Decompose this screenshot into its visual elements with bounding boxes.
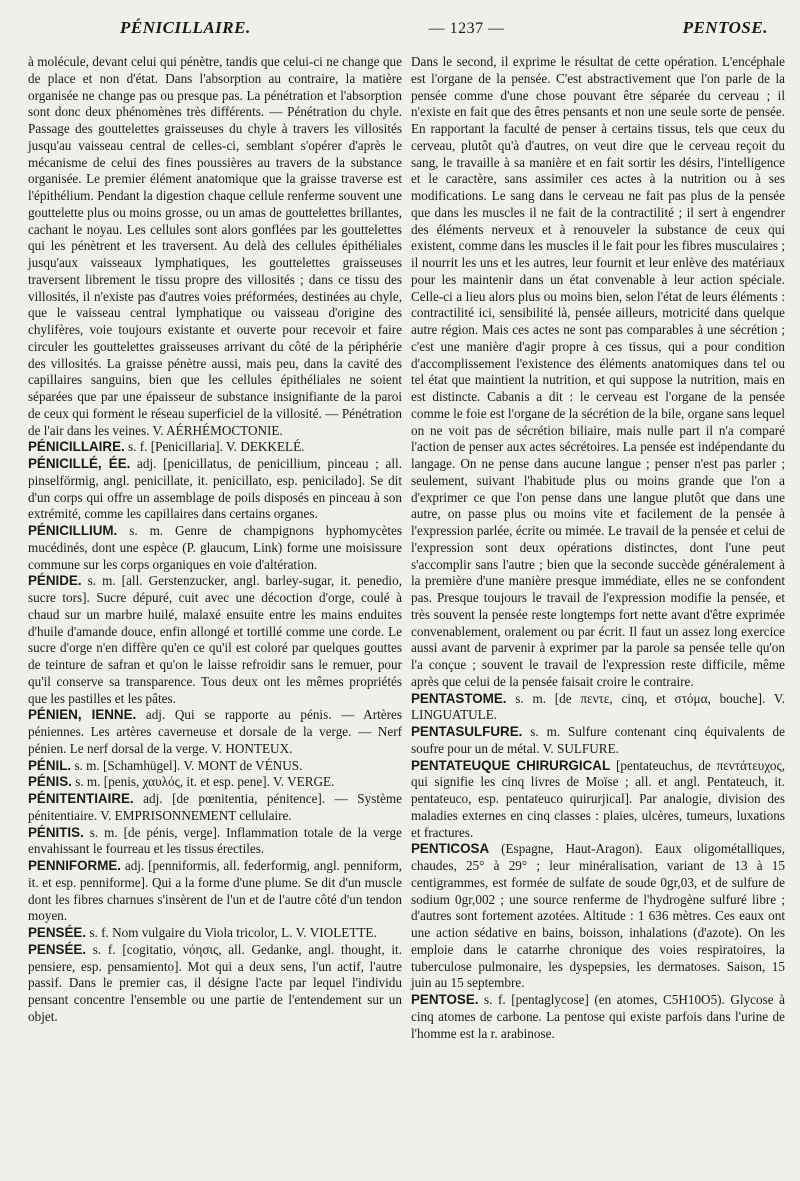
entry-continued: à molécule, devant celui qui pénètre, tandis que celui-ci ne change que de place et non d'état. Dans l'absorption au contraire, la matière organisée ne change pas ou presque pas. La pénétration et l'absorption sont donc deux phénomènes très différents. — Pénétration du chyle. Passage des gouttelettes graisseuses du chyle à travers les villosités jusqu'au vaisseau central de celles-ci, semblant s'opérer d'après le mécanisme de celui des fines poussières au travers de la substance organisée. Le premier élément anatomique que la graisse traverse est l'épithélium. Pendant la digestion chaque cellule renferme souvent une gouttelette plus ou moins grosse, ou un amas de gouttelettes brillantes, cachant le noyau. Les cellules sont alors gonflées par les gouttelettes qui les pénètrent et les traversent. Au delà des cellules épithéliales jusqu'aux vaisseaux lymphatiques, les gouttelettes graisseuses traversent librement le tissu propre des villosités ; dans ce tissu des villosités, il n'existe pas d'autres voies préformées, destinées au chyle, que le vaisseau central lymphatique ou vaisseau d'origine des chylifères, voie toujours existante et ouverte pour recevoir et faire circuler les gouttelettes graisseuses arrivant du côté de la périphérie des villosités. La graisse pénètre aussi, mais peu, dans la cavité des capillaires sanguins, bien que les cellules épithéliales ne soient séparées que par une épaisseur de substance insignifiante de la paroi de ceux qui forment le réseau superficiel de la villosité. — Pénétration de l'air dans les veines. V. AÉRHÉMOCTONIE. [28, 54, 402, 438]
headword: PÉNITENTIAIRE. [28, 791, 134, 806]
entry-penide: PÉNIDE. s. m. [all. Gerstenzucker, angl. barley-sugar, it. penedio, sucre tors]. Sucre dépuré, cuit avec une décoction d'orge, coulé à chaud sur un marbre huilé, malaxé ensuite entre les mains enduites d'huile d'amande douce, enfin allongé et tortillé comme une corde. Le sucre d'orge n'en diffère qu'en ce qu'il est coloré par quelques gouttes de teinture de safran et qu'on le laisse refroidir sans le remuer, pour qu'il conserve sa transparence. Tous deux ont les mêmes propriétés que les pastilles et les pâtes. [28, 573, 402, 706]
entry-penniforme: PENNIFORME. adj. [penniformis, all. federformig, angl. penniform, it. et esp. penniforme]. Qui a la forme d'une plume. Se dit d'un muscle dont les fibres charnues s'insèrent de l'un et de l'autre côté d'un tendon moyen. [28, 858, 402, 924]
entry-penicillaire: PÉNICILLAIRE. s. f. [Penicillaria]. V. DEKKELÉ. [28, 439, 305, 455]
header-left: PÉNICILLAIRE. [120, 18, 251, 37]
entry-pentastome: PENTASTOME. s. m. [de πεντε, cinq, et στόμα, bouche]. V. LINGUATULE. [411, 690, 785, 723]
running-header [28, 18, 786, 48]
headword: PENTOSE. [411, 992, 479, 1007]
entry-penicillium: PÉNICILLIUM. s. m. Genre de champignons hyphomycètes mucédinés, dont une espèce (P. glaucum, Link) forme une moisissure commune sur les corps organiques en voie d'altération. [28, 523, 402, 572]
entry-penil: PÉNIL. s. m. [Schamhügel]. V. MONT de VÉNUS. [28, 757, 303, 773]
headword: PENNIFORME. [28, 858, 121, 873]
entry-penicille: PÉNICILLÉ, ÉE. adj. [penicillatus, de penicillium, pinceau ; all. pinselförmig, angl. penicillate, it. penicillato, esp. penicilado]. Se dit d'un corps qui offre un assemblage de poils disposés en pinceau à son extrémité, comme les capillaires dans certains organes. [28, 456, 402, 522]
headword: PENSÉE. [28, 941, 87, 957]
headword: PENSÉE. [28, 925, 87, 940]
entry-penticosa: PENTICOSA (Espagne, Haut-Aragon). Eaux oligométalliques, chaudes, 25° à 29° ; leur minéralisation, variant de 13 à 15 centigrammes, est formée de sulfate de soude 0gr,03, et de sulfure de sodium 0gr,002 ; une source renferme de l'hydrogène sulfuré libre ; d'autres sont fortement azotées. Altitude : 1 636 mètres. Ces eaux ont une action sédative en bains, boisson, inhalations (d'azote). On les emploie dans le catarrhe chronique des voies respiratoires, la tuberculose pulmonaire, les dyspepsies, les dermatoses. Saison, 15 juin au 15 septembre. [411, 841, 785, 991]
headword: PÉNIS. [28, 774, 72, 790]
page-number: — 1237 — [428, 20, 505, 37]
entry-penien: PÉNIEN, IENNE. adj. Qui se rapporte au pénis. — Artères péniennes. Les artères caverneuse et dorsale de la verge. — Nerf pénien. Le nerf dorsal de la verge. V. HONTEUX. [28, 707, 402, 756]
headword: PENTICOSA [411, 841, 490, 857]
headword: PÉNICILLIUM. [28, 523, 118, 538]
left-column [28, 54, 402, 1042]
entry-penitentiaire: PÉNITENTIAIRE. adj. [de pœnitentia, pénitence]. — Système pénitentiaire. V. EMPRISONNEMENT cellulaire. [28, 791, 402, 823]
entry-pensee-continued: Dans le second, il exprime le résultat de cette opération. L'encéphale est l'organe de la pensée. C'est abstractivement que l'on parle de la pensée comme d'une chose pouvant être séparée du cerveau ; il n'existe en fait que des êtres pensants et non une seule sorte de pensée. En rapportant la faculté de penser à certains tissus, tels que ceux du cerveau, plutôt qu'à d'autres, on veut dire que le cerveau reçoit du sang, le travaille à sa manière et en fait sortir les désirs, l'intelligence et le caractère, sans assimiler ces actes à la nutrition ou à ses modifications. Le sang dans le cerveau ne fait pas plus de la pensée que dans les muscles il ne fait de la contractilité ; il sert à engendrer des éléments nerveux et à renouveler la substance de ceux qui existent, comme dans les muscles il le fait pour les fibres musculaires ; il nourrit les uns et les autres, leur fournit et leur enlève des matériaux pour les maintenir dans un état convenable à leur action spéciale. Celle-ci a lieu alors plus ou moins bien, selon l'état de leurs éléments : contractilité ici, sensibilité là, pensée ailleurs, motricité dans quelque autre région. Mais ces actes ne sont pas comparables à une sécrétion ; c'est une manière d'agir propre à ces tissus, qui a pour condition d'accomplissement l'existence des éléments anatomiques dans tel ou tel état que maintient la nutrition, et qui suppose la nutrition, mais en est distincte. Cabanis a dit : le cerveau est l'organe de la pensée comme le foie est l'organe de la sécrétion de la bile, organe sans lequel on ne voit pas de sécrétion biliaire, mais nulle part il n'a comparé l'action de penser aux actes sécrétoires. La pensée est indépendante du langage. On ne pense dans aucune langue ; penser n'est pas parler ; seulement, suivant l'habitude plus ou moins grande que l'on a d'exprimer ce que l'on pense dans une langue plutôt que dans une autre, on passe plus ou moins vite et facilement de la pensée à l'expression parlée, écrite ou mimée. Le travail de la pensée et celui de l'expression sont deux opérations distinctes, dont l'une peut s'accomplir sans l'autre ; bien que la seconde succède généralement à la première d'une manière presque immédiate, elles ne se confondent pas. Presque toujours le travail de l'expression modifie la pensée, et très souvent la pensée reste longtemps fort nette avant d'être exprimée convenablement, oralement ou par écrit. Il faut un assez long exercice aussi avant de parvenir à exprimer par la parole sa pensée telle qu'on l'a conçue ; souvent le travail de l'expression reste difficile, même après que celui de la pensée faisait croire le contraire. [411, 54, 785, 689]
entry-pentose: PENTOSE. s. f. [pentaglycose] (en atomes, C5H10O5). Glycose à cinq atomes de carbone. La pentose qui existe parfois dans l'urine de l'homme est la r. arabinose. [411, 992, 785, 1041]
headword: PÉNICILLAIRE. [28, 439, 125, 455]
two-column-body [28, 54, 786, 1042]
header-right: PENTOSE. [682, 18, 768, 37]
headword: PENTASTOME. [411, 690, 507, 706]
entry-pensee: PENSÉE. s. f. [cogitatio, νόησις, all. Gedanke, angl. thought, it. pensiere, esp. pensamiento]. Mot qui a deux sens, l'un actif, l'autre passif. Dans le premier cas, il désigne l'acte par lequel l'individu pensant concentre l'ensemble ou une partie de l'entendement sur un objet. [28, 941, 402, 1024]
headword: PÉNIL. [28, 757, 72, 773]
headword: PÉNITIS. [28, 824, 84, 840]
headword: PÉNIEN, IENNE. [28, 707, 137, 723]
headword: PÉNICILLÉ, ÉE. [28, 456, 131, 471]
entry-penis: PÉNIS. s. m. [penis, χαυλός, it. et esp. pene]. V. VERGE. [28, 774, 335, 790]
headword: PÉNIDE. [28, 573, 82, 589]
right-column [411, 54, 785, 1042]
entry-pentasulfure: PENTASULFURE. s. m. Sulfure contenant cinq équivalents de soufre pour un de métal. V. SULFURE. [411, 724, 785, 756]
headword: PENTASULFURE. [411, 724, 523, 739]
entry-penitis: PÉNITIS. s. m. [de pénis, verge]. Inflammation totale de la verge envahissant le fourreau et les tissus érectiles. [28, 824, 402, 857]
headword: PENTATEUQUE CHIRURGICAL [411, 757, 611, 773]
entry-pensee-plant: PENSÉE. s. f. Nom vulgaire du Viola tricolor, L. V. VIOLETTE. [28, 925, 377, 940]
entry-pentateuque: PENTATEUQUE CHIRURGICAL [pentateuchus, de πεντάτευχος, qui signifie les cinq livres de Moïse ; all. et angl. Pentateuch, it. pentateuco, esp. pentateuco quirurjical]. Par analogie, division des maladies externes en cinq classes : plaies, ulcères, tumeurs, luxations et fractures. [411, 757, 785, 840]
